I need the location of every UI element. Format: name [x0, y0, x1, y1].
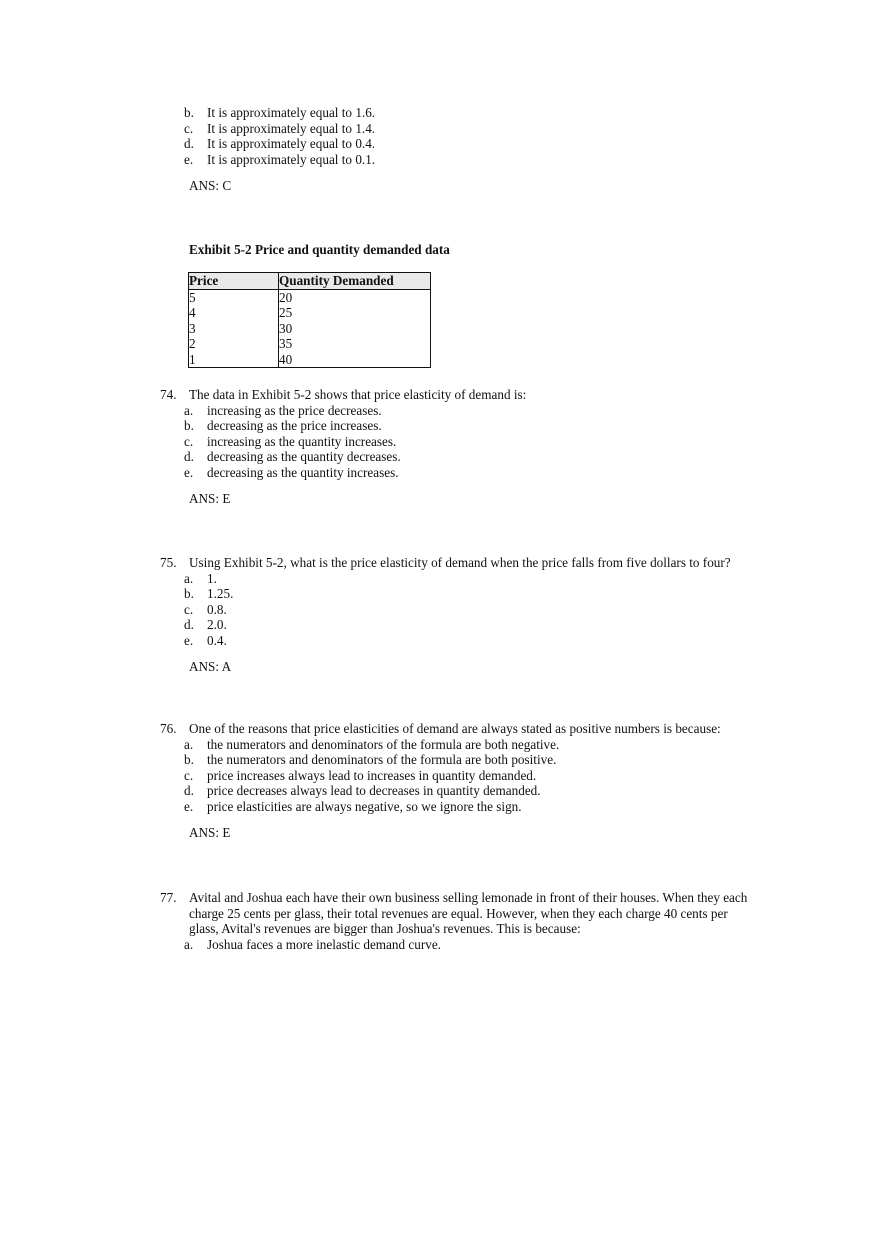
question-text: One of the reasons that price elasticities of demand are always stated as positive numbers is because: — [189, 721, 721, 736]
choice-text: decreasing as the quantity increases. — [207, 464, 399, 480]
choice-letter: b. — [184, 586, 194, 602]
table-row — [189, 289, 431, 305]
choice-text: price decreases always lead to decreases in quantity demanded. — [207, 783, 541, 799]
choice-text: the numerators and denominators of the formula are both negative. — [207, 736, 560, 752]
table-header-row — [189, 273, 431, 290]
choice-text: 1.25. — [207, 586, 234, 602]
choice-text: 0.4. — [207, 632, 227, 648]
choice-letter: c. — [184, 433, 194, 449]
question-text: The data in Exhibit 5-2 shows that price elasticity of demand is: — [189, 387, 527, 402]
question-text: Using Exhibit 5-2, what is the price elasticity of demand when the price falls from five dollars to four? — [189, 555, 731, 570]
choice-letter: c. — [184, 601, 194, 617]
choice-a — [184, 403, 760, 419]
choice-e — [184, 152, 375, 168]
exhibit-title: Exhibit 5-2 Price and quantity demanded data — [189, 242, 450, 257]
choice-letter: e. — [184, 632, 194, 648]
question-number: 75. — [160, 555, 177, 570]
choice-a — [184, 737, 780, 753]
choice-text: 2.0. — [207, 617, 227, 633]
choice-c — [184, 768, 780, 784]
question-choices — [184, 937, 750, 953]
question-76 — [160, 721, 780, 815]
price-cell: 4 — [189, 305, 279, 321]
choice-e — [184, 465, 760, 481]
choice-letter: a. — [184, 402, 194, 418]
column-header-price: Price — [189, 273, 279, 290]
choice-d — [184, 136, 375, 152]
price-cell: 3 — [189, 321, 279, 337]
question-text: Avital and Joshua each have their own business selling lemonade in front of their houses. When they each charge 25 cents per glass, their total revenues are equal. However, when they each charge 40 cents per glass, Avital's revenues are bigger than Joshua's revenues. This is because: — [189, 890, 748, 937]
table-row — [189, 352, 431, 368]
choice-b — [184, 752, 780, 768]
price-cell: 1 — [189, 352, 279, 368]
table-row — [189, 336, 431, 352]
question-stem — [160, 890, 750, 937]
answer-line: ANS: C — [189, 178, 232, 193]
choice-letter: e. — [184, 151, 194, 167]
question-75 — [160, 555, 780, 649]
price-cell: 2 — [189, 336, 279, 352]
choice-c — [184, 434, 760, 450]
choice-letter: e. — [184, 464, 194, 480]
choice-text: decreasing as the price increases. — [207, 418, 382, 434]
choice-letter: d. — [184, 449, 194, 465]
choice-letter: c. — [184, 767, 194, 783]
choice-letter: b. — [184, 752, 194, 768]
choice-text: price increases always lead to increases in quantity demanded. — [207, 767, 537, 783]
choice-c — [184, 121, 375, 137]
price-cell: 5 — [189, 289, 279, 305]
question-choices — [184, 737, 780, 815]
question-stem — [160, 721, 780, 737]
question-77 — [160, 890, 750, 952]
choice-text: increasing as the price decreases. — [207, 402, 382, 418]
question-stem — [160, 387, 760, 403]
choice-d — [184, 783, 780, 799]
question-number: 77. — [160, 890, 177, 905]
choice-a — [184, 571, 780, 587]
choice-letter: b. — [184, 105, 194, 120]
question-74 — [160, 387, 760, 481]
choice-text: decreasing as the quantity decreases. — [207, 449, 401, 465]
choice-text: 0.8. — [207, 601, 227, 617]
answer-line: ANS: E — [189, 825, 231, 840]
choice-d — [184, 617, 780, 633]
table-row — [189, 305, 431, 321]
answer-line: ANS: E — [189, 491, 231, 506]
question-number: 74. — [160, 387, 177, 402]
choice-letter: c. — [184, 120, 194, 136]
choice-b — [184, 418, 760, 434]
choice-c — [184, 602, 780, 618]
question-choices — [184, 403, 760, 481]
choice-text: It is approximately equal to 1.4. — [207, 120, 376, 136]
quantity-cell: 40 — [279, 351, 293, 367]
question-choices — [184, 571, 780, 649]
choice-letter: d. — [184, 617, 194, 633]
choice-text: increasing as the quantity increases. — [207, 433, 397, 449]
choice-text: the numerators and denominators of the formula are both positive. — [207, 752, 557, 768]
quantity-cell: 30 — [279, 320, 293, 336]
choice-e — [184, 799, 780, 815]
choice-text: It is approximately equal to 1.6. — [207, 105, 376, 120]
table-row — [189, 321, 431, 337]
choice-text: It is approximately equal to 0.1. — [207, 151, 376, 167]
choice-letter: a. — [184, 936, 194, 952]
choice-letter: e. — [184, 798, 194, 814]
choice-letter: a. — [184, 736, 194, 752]
quantity-cell: 35 — [279, 336, 293, 351]
question-stem — [160, 555, 780, 571]
exhibit-table — [188, 272, 431, 368]
choice-b — [184, 586, 780, 602]
choice-b — [184, 105, 375, 121]
column-header-quantity: Quantity Demanded — [279, 273, 431, 290]
choice-text: 1. — [207, 570, 217, 586]
choice-text: It is approximately equal to 0.4. — [207, 136, 376, 152]
choice-a — [184, 937, 750, 953]
quantity-cell: 25 — [279, 305, 293, 320]
choice-letter: d. — [184, 136, 194, 152]
answer-line: ANS: A — [189, 659, 232, 674]
quantity-cell: 20 — [279, 289, 293, 305]
choice-text: Joshua faces a more inelastic demand curve. — [207, 936, 441, 952]
choice-letter: b. — [184, 418, 194, 434]
choice-d — [184, 449, 760, 465]
question-number: 76. — [160, 721, 177, 736]
choice-letter: a. — [184, 570, 194, 586]
choice-text: price elasticities are always negative, so we ignore the sign. — [207, 798, 522, 814]
choice-e — [184, 633, 780, 649]
prev-question-choices — [184, 105, 375, 167]
choice-letter: d. — [184, 783, 194, 799]
